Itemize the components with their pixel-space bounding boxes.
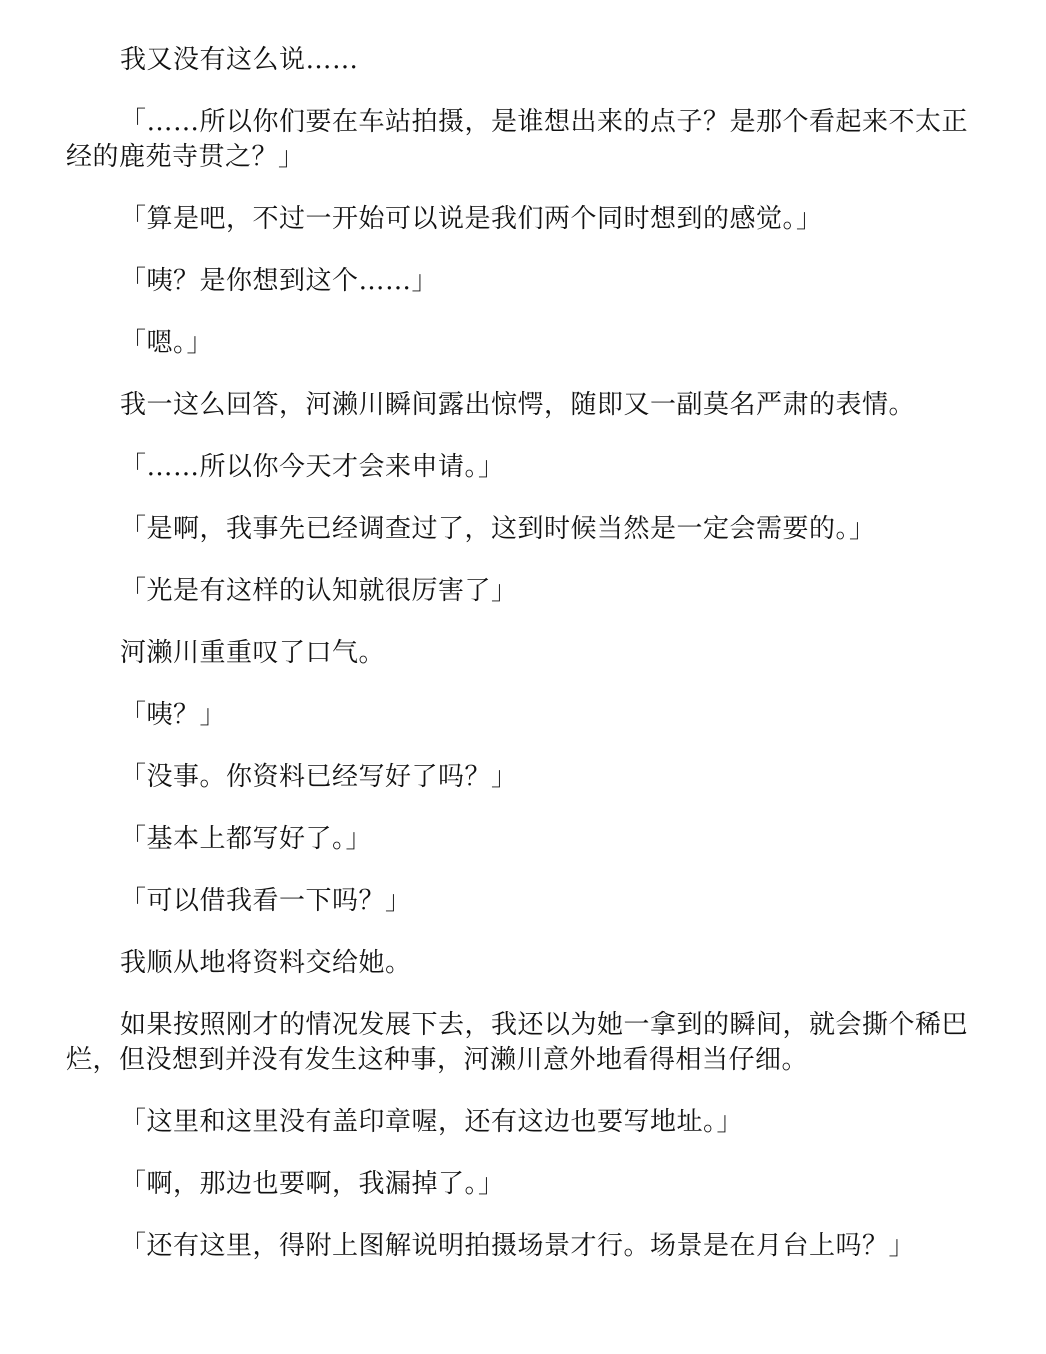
paragraph-narration: 河濑川重重叹了口气。 xyxy=(120,638,386,668)
paragraph-dialogue: 「这里和这里没有盖印章喔，还有这边也要写地址。」 xyxy=(120,1107,744,1137)
paragraph-dialogue: 「咦？」 xyxy=(120,700,227,730)
paragraph-dialogue: 「啊，那边也要啊，我漏掉了。」 xyxy=(120,1169,505,1199)
paragraph-dialogue: 「算是吧，不过一开始可以说是我们两个同时想到的感觉。」 xyxy=(120,204,823,234)
paragraph-narration: 我又没有这么说…… xyxy=(120,45,359,75)
paragraph-dialogue: 「光是有这样的认知就很厉害了」 xyxy=(120,576,518,606)
paragraph-dialogue: 「基本上都写好了。」 xyxy=(120,824,373,854)
paragraph-narration: 我顺从地将资料交给她。 xyxy=(120,948,412,978)
paragraph-dialogue: 「……所以你们要在车站拍摄，是谁想出来的点子？是那个看起来不太正经的鹿苑寺贯之？」 xyxy=(66,107,969,172)
paragraph-dialogue: 「没事。你资料已经写好了吗？」 xyxy=(120,762,518,792)
paragraph-dialogue: 「还有这里，得附上图解说明拍摄场景才行。场景是在月台上吗？」 xyxy=(120,1231,916,1261)
paragraph-dialogue: 「嗯。」 xyxy=(120,328,214,358)
paragraph-dialogue: 「……所以你今天才会来申请。」 xyxy=(120,452,505,482)
paragraph-narration: 如果按照刚才的情况发展下去，我还以为她一拿到的瞬间，就会撕个稀巴烂，但没想到并没有发生这种事，河濑川意外地看得相当仔细。 xyxy=(66,1010,969,1075)
paragraph-dialogue: 「可以借我看一下吗？」 xyxy=(120,886,412,916)
paragraph-narration: 我一这么回答，河濑川瞬间露出惊愕，随即又一副莫名严肃的表情。 xyxy=(120,390,916,420)
paragraph-dialogue: 「咦？是你想到这个……」 xyxy=(120,266,439,296)
document-page xyxy=(66,43,971,1291)
paragraph-dialogue: 「是啊，我事先已经调查过了，这到时候当然是一定会需要的。」 xyxy=(120,514,876,544)
